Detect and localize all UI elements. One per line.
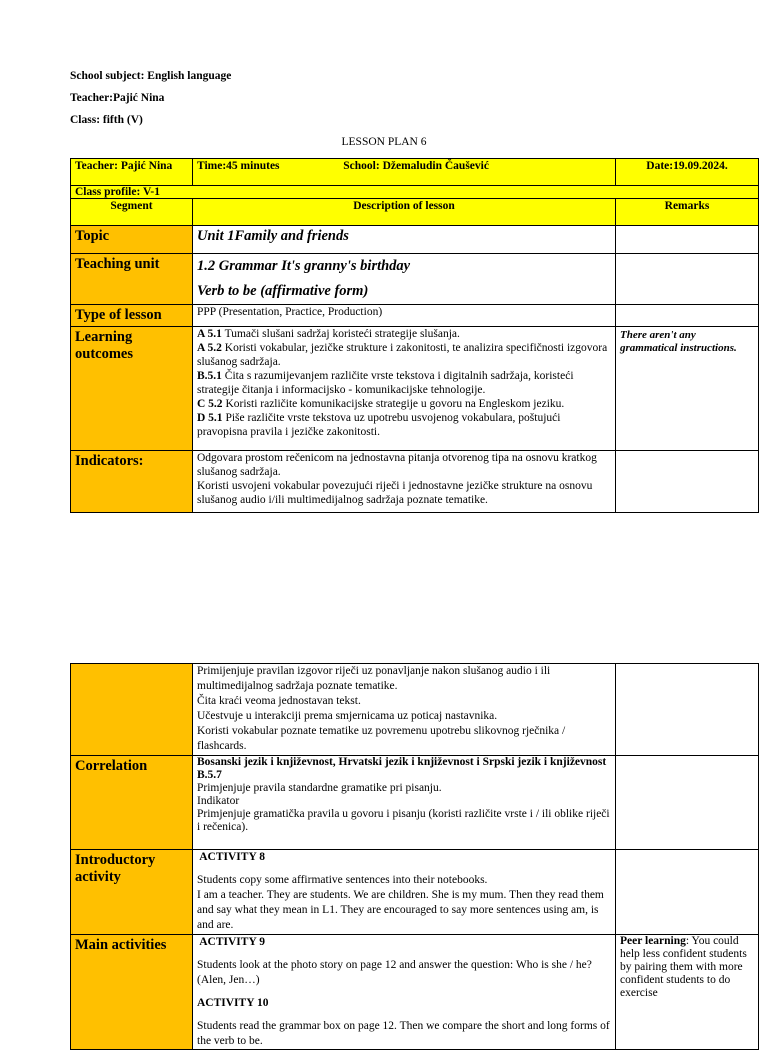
teaching-unit-label: Teaching unit <box>71 254 193 305</box>
correlation-label: Correlation <box>71 756 193 850</box>
header-date: Date:19.09.2024. <box>616 159 759 186</box>
header-school: School: Džemaludin Čaušević <box>343 160 489 172</box>
correlation-line: Indikator <box>197 795 240 807</box>
teacher-name: Teacher:Pajić Nina <box>70 92 165 104</box>
introductory-text: Students copy some affirmative sentences into their notebooks. <box>197 874 488 886</box>
col-description: Description of lesson <box>193 199 616 226</box>
indicator-item: Učestvuje u interakciji prema smjernicama uz poticaj nastavnika. <box>197 710 498 722</box>
peer-learning-label: Peer learning <box>620 935 686 947</box>
teaching-unit-line2: Verb to be (affirmative form) <box>197 283 369 299</box>
outcome-item: D 5.1 Piše različite vrste tekstova uz upotrebu usvojenog vokabulara, poštujući pravopisna pravila i jezičke zakonitosti. <box>197 412 561 438</box>
class-name: Class: fifth (V) <box>70 114 143 126</box>
col-segment: Segment <box>71 199 193 226</box>
type-of-lesson-remarks <box>616 305 759 327</box>
correlation-subjects: Bosanski jezik i književnost, Hrvatski jezik i književnost i Srpski jezik i književnost <box>197 756 607 768</box>
introductory-remarks <box>616 850 759 935</box>
indicators-continued-remarks <box>616 664 759 756</box>
indicators-continued-label <box>71 664 193 756</box>
activity-9-text: Students look at the photo story on page 12 and answer the question: Who is she / he? (Alen, Jen…) <box>197 959 592 986</box>
main-activities-row <box>71 935 759 1050</box>
peer-learning-text: : You could help less confident students by pairing them with more confident students to do exercise <box>620 935 747 999</box>
indicators-remarks <box>616 451 759 513</box>
activity-10-text: Students read the grammar box on page 12. Then we compare the short and long forms of the verb to be. <box>197 1020 610 1047</box>
school-subject: School subject: English language <box>70 70 232 82</box>
correlation-row <box>71 756 759 850</box>
main-activities-remark <box>616 935 759 1050</box>
header-time-school <box>193 159 616 186</box>
learning-outcomes-row <box>71 327 759 451</box>
indicator-item: Koristi usvojeni vokabular povezujući riječi i jednostavne jezičke strukture na osnovu slušanog audio i/ili multimedijalnog sadržaja poznate tematike. <box>197 480 593 506</box>
activity-9-title: ACTIVITY 9 <box>197 936 265 948</box>
type-of-lesson-value: PPP (Presentation, Practice, Production) <box>193 305 616 327</box>
learning-outcomes-remark: There aren't any grammatical instructions. <box>616 327 759 451</box>
topic-remarks <box>616 226 759 254</box>
indicator-item: Koristi vokabular poznate tematike uz povremenu upotrebu slikovnog rječnika / flashcards. <box>197 725 566 752</box>
activity-8-title: ACTIVITY 8 <box>197 851 265 863</box>
introductory-content <box>193 850 616 935</box>
correlation-line: Primjenjuje gramatička pravila u govoru i pisanju (koristi različite vrste i / ili oblike riječi i rečenica). <box>197 808 610 833</box>
type-of-lesson-label: Type of lesson <box>71 305 193 327</box>
correlation-remarks <box>616 756 759 850</box>
activity-10-title: ACTIVITY 10 <box>197 997 269 1009</box>
main-activities-label: Main activities <box>71 935 193 1050</box>
correlation-line: Primjenjuje pravila standardne gramatike pri pisanju. <box>197 782 442 794</box>
topic-value: Unit 1Family and friends <box>193 226 616 254</box>
indicators-label: Indicators: <box>71 451 193 513</box>
type-of-lesson-row <box>71 305 759 327</box>
introductory-row <box>71 850 759 935</box>
indicator-item: Primijenjuje pravilan izgovor riječi uz ponavljanje nakon slušanog audio i ili multimedijalnog sadržaja poznate tematike. <box>197 665 551 692</box>
introductory-text-2: I am a teacher. They are students. We are children. She is my mum. Then they read them and say what they mean in L1. They are encouraged to say more sentences using am, is and are. <box>197 889 604 931</box>
learning-outcomes-label: Learning outcomes <box>71 327 193 451</box>
introductory-label: Introductory activity <box>71 850 193 935</box>
teaching-unit-row <box>71 254 759 305</box>
outcome-item: A 5.1 Tumači slušani sadržaj koristeći strategije slušanja. <box>197 328 460 340</box>
indicators-continued-list <box>193 664 616 756</box>
class-profile: Class profile: V-1 <box>71 186 759 199</box>
topic-label: Topic <box>71 226 193 254</box>
col-remarks: Remarks <box>616 199 759 226</box>
learning-outcomes-list <box>193 327 616 451</box>
header-row <box>71 159 759 186</box>
outcome-item: B.5.1 Čita s razumijevanjem različite vrste tekstova i digitalnih sadržaja, koristeći strategije čitanja i informacijsko - komunikacijske tehnologije. <box>197 370 574 396</box>
outcome-item: A 5.2 Koristi vokabular, jezičke strukture i zakonitosti, te analizira specifičnosti izgovora slušanog sadržaja. <box>197 342 608 368</box>
indicators-continued-row <box>71 664 759 756</box>
class-profile-row <box>71 186 759 199</box>
header-teacher: Teacher: Pajić Nina <box>71 159 193 186</box>
indicators-row <box>71 451 759 513</box>
teaching-unit-remarks <box>616 254 759 305</box>
teaching-unit-value <box>193 254 616 305</box>
topic-row <box>71 226 759 254</box>
correlation-code: B.5.7 <box>197 769 222 781</box>
indicator-item: Odgovara prostom rečenicom na jednostavna pitanja otvorenog tipa na osnovu kratkog slušanog sadržaja. <box>197 452 597 478</box>
plan-title: LESSON PLAN 6 <box>341 136 427 148</box>
lesson-table-1 <box>70 158 759 513</box>
main-activities-content <box>193 935 616 1050</box>
indicator-item: Čita kraći veoma jednostavan tekst. <box>197 695 361 707</box>
correlation-content <box>193 756 616 850</box>
header-time: Time:45 minutes <box>197 160 280 172</box>
lesson-table-2 <box>70 663 759 1050</box>
column-header-row <box>71 199 759 226</box>
teaching-unit-line1: 1.2 Grammar It's granny's birthday <box>197 258 411 274</box>
indicators-list <box>193 451 616 513</box>
outcome-item: C 5.2 Koristi različite komunikacijske strategije u govoru na Engleskom jeziku. <box>197 398 565 410</box>
